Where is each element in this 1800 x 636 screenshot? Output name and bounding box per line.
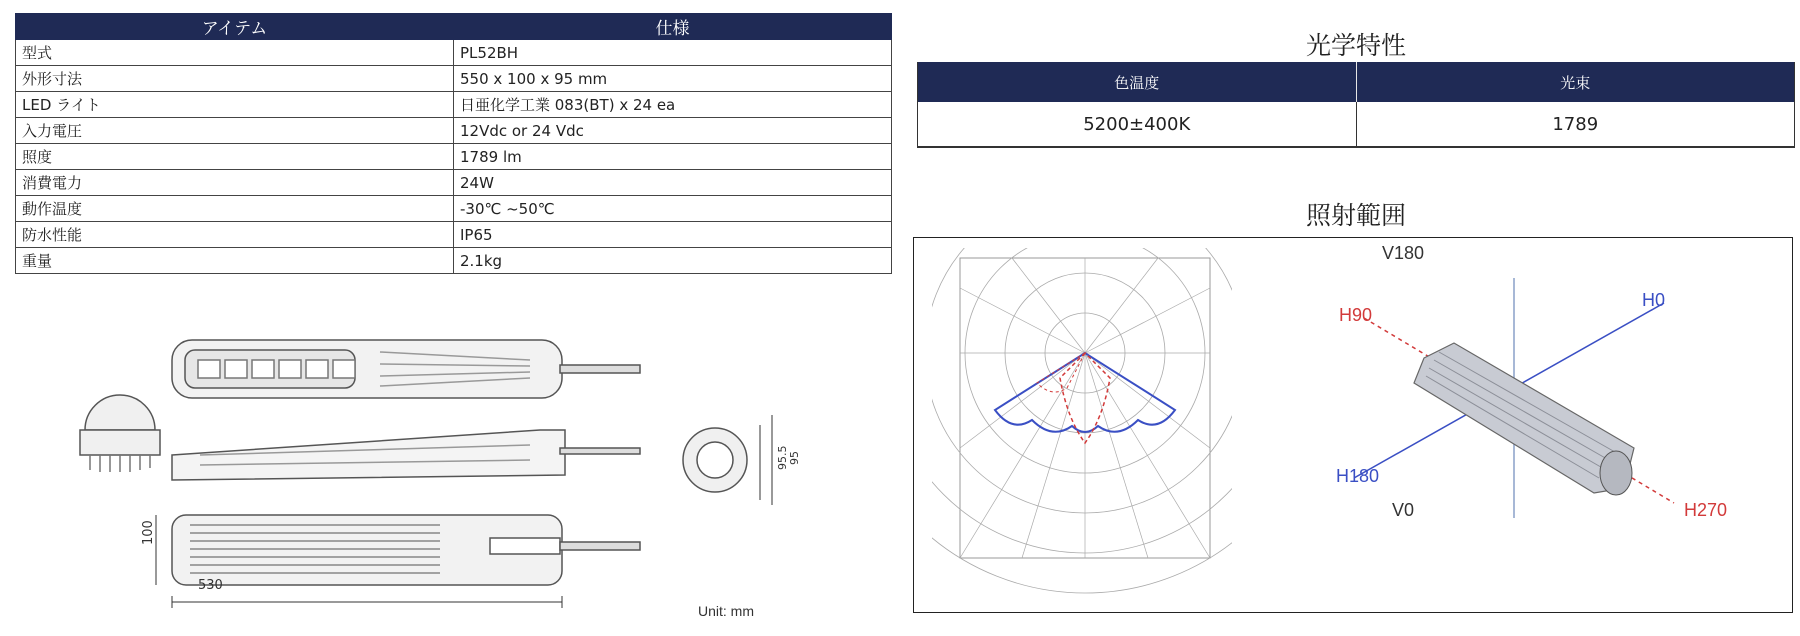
spec-value: 24W <box>454 170 892 196</box>
fixture-drawing <box>60 320 800 620</box>
table-row <box>16 222 892 248</box>
label-h270: H270 <box>1684 500 1728 520</box>
table-row <box>16 196 892 222</box>
spec-header-row <box>16 14 892 40</box>
irradiation-title: 照射範囲 <box>1305 201 1406 230</box>
optical-value-flux: 1789 <box>1356 102 1795 147</box>
table-row <box>16 144 892 170</box>
dimension-side-1: 95.5 <box>776 445 789 470</box>
irradiation-panel <box>913 237 1793 613</box>
spec-key: 型式 <box>16 40 454 66</box>
spec-value: 日亜化学工業 083(BT) x 24 ea <box>454 92 892 118</box>
spec-value: 2.1kg <box>454 248 892 274</box>
spec-key: 消費電力 <box>16 170 454 196</box>
spec-key: 外形寸法 <box>16 66 454 92</box>
spec-key: 動作温度 <box>16 196 454 222</box>
optical-header-row <box>918 62 1795 102</box>
table-row <box>16 66 892 92</box>
table-row <box>918 102 1795 147</box>
spec-value: IP65 <box>454 222 892 248</box>
spec-header-spec: 仕様 <box>454 14 892 40</box>
label-v0: V0 <box>1392 500 1415 520</box>
left-end-view-illustration <box>80 395 160 472</box>
label-h0: H0 <box>1642 290 1666 310</box>
spec-value: 550 x 100 x 95 mm <box>454 66 892 92</box>
optical-title: 光学特性 <box>1305 31 1406 60</box>
label-v180: V180 <box>1382 243 1425 263</box>
table-row <box>16 40 892 66</box>
spec-value: 1789 lm <box>454 144 892 170</box>
table-row <box>16 248 892 274</box>
dimension-height: 100 <box>141 520 156 545</box>
label-h180: H180 <box>1336 466 1380 486</box>
spec-value: -30℃ ~50℃ <box>454 196 892 222</box>
spec-key: 照度 <box>16 144 454 170</box>
table-row <box>16 92 892 118</box>
orientation-illustration <box>1294 248 1784 598</box>
spec-key: LED ライト <box>16 92 454 118</box>
side-view-illustration <box>172 430 640 480</box>
spec-table <box>15 13 892 274</box>
optical-header-flux: 光束 <box>1356 62 1795 102</box>
spec-key: 防水性能 <box>16 222 454 248</box>
optical-header-color-temp: 色温度 <box>918 62 1357 102</box>
unit-label: Unit: mm <box>698 603 754 619</box>
spec-value: PL52BH <box>454 40 892 66</box>
table-row <box>16 118 892 144</box>
label-h90: H90 <box>1339 305 1373 325</box>
dimension-width: 530 <box>198 578 223 593</box>
table-row <box>16 170 892 196</box>
spec-key: 重量 <box>16 248 454 274</box>
bottom-view-illustration <box>156 515 640 608</box>
fixture-3d-icon <box>1414 343 1634 495</box>
polar-diagram <box>932 248 1232 598</box>
spec-value: 12Vdc or 24 Vdc <box>454 118 892 144</box>
optical-value-color-temp: 5200±400K <box>918 102 1357 147</box>
top-view-illustration <box>172 340 640 398</box>
spec-header-item: アイテム <box>16 14 454 40</box>
optical-table <box>917 62 1795 148</box>
right-end-view-illustration <box>683 415 772 505</box>
dimension-side-2: 95 <box>788 451 801 465</box>
spec-key: 入力電圧 <box>16 118 454 144</box>
